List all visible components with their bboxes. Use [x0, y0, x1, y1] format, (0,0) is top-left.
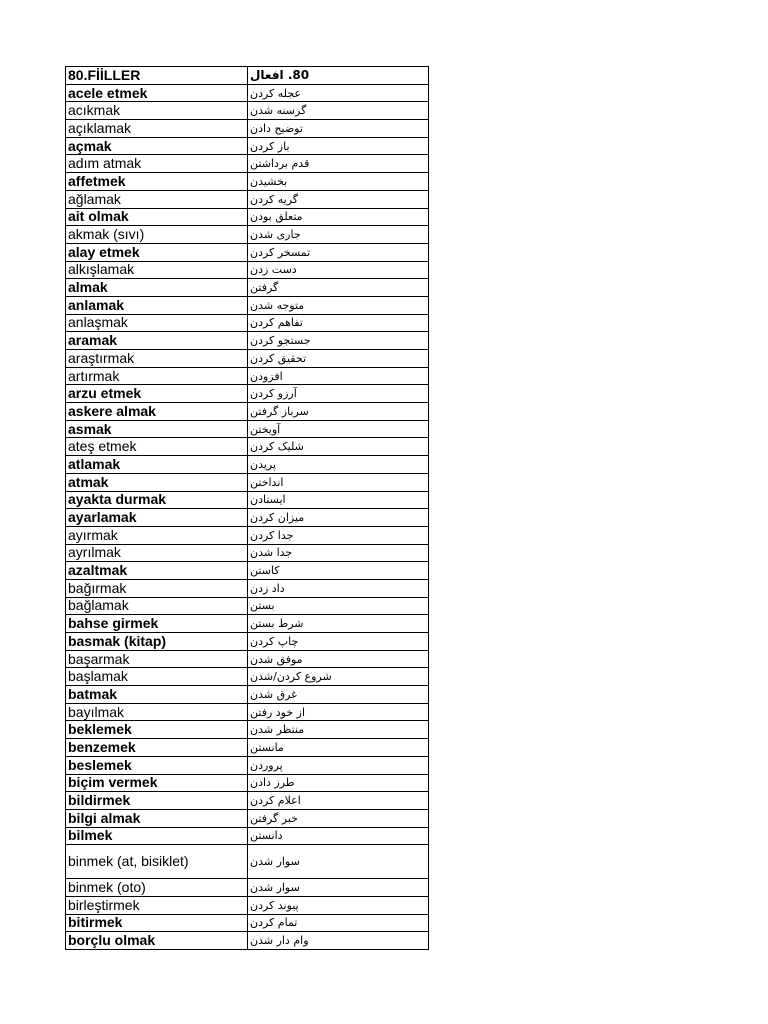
turkish-verb: birleştirmek [66, 896, 248, 914]
turkish-verb: bayılmak [66, 703, 248, 721]
table-row [66, 261, 429, 279]
table-row [66, 579, 429, 597]
turkish-verb: beslemek [66, 756, 248, 774]
table-row [66, 792, 429, 810]
table-row [66, 597, 429, 615]
turkish-verb: almak [66, 279, 248, 297]
table-row [66, 896, 429, 914]
turkish-verb: başlamak [66, 668, 248, 686]
turkish-verb: alkışlamak [66, 261, 248, 279]
persian-translation: آرزو کردن [248, 385, 429, 403]
table-row [66, 226, 429, 244]
table-row [66, 420, 429, 438]
table-row [66, 544, 429, 562]
turkish-verb: arzu etmek [66, 385, 248, 403]
persian-translation: پریدن [248, 456, 429, 474]
persian-translation: از خود رفتن [248, 703, 429, 721]
table-row [66, 686, 429, 704]
table-row [66, 739, 429, 757]
turkish-verb: başarmak [66, 650, 248, 668]
persian-translation: جدا شدن [248, 544, 429, 562]
persian-translation: شلیک کردن [248, 438, 429, 456]
table-row [66, 845, 429, 879]
turkish-verb: açmak [66, 137, 248, 155]
persian-translation: قدم برداشتن [248, 155, 429, 173]
table-row [66, 173, 429, 191]
table-row [66, 84, 429, 102]
persian-translation: افزودن [248, 367, 429, 385]
persian-translation: جاری شدن [248, 226, 429, 244]
table-row [66, 332, 429, 350]
persian-translation: آویختن [248, 420, 429, 438]
table-row [66, 438, 429, 456]
table-row [66, 914, 429, 932]
table-row [66, 509, 429, 527]
table-row [66, 190, 429, 208]
header-persian: 80. افعال [248, 67, 429, 85]
table-row [66, 137, 429, 155]
persian-translation: دانستن [248, 827, 429, 845]
turkish-verb: affetmek [66, 173, 248, 191]
table-row [66, 650, 429, 668]
table-row [66, 827, 429, 845]
vocabulary-sheet [65, 66, 428, 950]
turkish-verb: basmak (kitap) [66, 633, 248, 651]
table-row [66, 155, 429, 173]
table-row [66, 208, 429, 226]
turkish-verb: bahse girmek [66, 615, 248, 633]
persian-translation: باز کردن [248, 137, 429, 155]
persian-translation: دست زدن [248, 261, 429, 279]
table-row [66, 633, 429, 651]
turkish-verb: ayrılmak [66, 544, 248, 562]
persian-translation: خبر گرفتن [248, 809, 429, 827]
turkish-verb: atmak [66, 473, 248, 491]
table-row [66, 279, 429, 297]
turkish-verb: batmak [66, 686, 248, 704]
persian-translation: طرز دادن [248, 774, 429, 792]
turkish-verb: binmek (at, bisiklet) [66, 845, 248, 879]
persian-translation: گرسنه شدن [248, 102, 429, 120]
persian-translation: متعلق بودن [248, 208, 429, 226]
verb-table [65, 66, 429, 950]
persian-translation: متوجه شدن [248, 296, 429, 314]
persian-translation: توضیح دادن [248, 120, 429, 138]
persian-translation: میزان کردن [248, 509, 429, 527]
turkish-verb: acıkmak [66, 102, 248, 120]
table-row [66, 296, 429, 314]
turkish-verb: anlaşmak [66, 314, 248, 332]
turkish-verb: biçim vermek [66, 774, 248, 792]
persian-translation: کاستن [248, 562, 429, 580]
persian-translation: وام دار شدن [248, 932, 429, 950]
turkish-verb: aramak [66, 332, 248, 350]
turkish-verb: ait olmak [66, 208, 248, 226]
persian-translation: بستن [248, 597, 429, 615]
persian-translation: مانستن [248, 739, 429, 757]
persian-translation: شروع کردن/شدن [248, 668, 429, 686]
persian-translation: بخشیدن [248, 173, 429, 191]
turkish-verb: azaltmak [66, 562, 248, 580]
turkish-verb: artırmak [66, 367, 248, 385]
header-turkish: 80.FİİLLER [66, 67, 248, 85]
turkish-verb: benzemek [66, 739, 248, 757]
persian-translation: تحقیق کردن [248, 350, 429, 368]
turkish-verb: binmek (oto) [66, 879, 248, 897]
table-row [66, 774, 429, 792]
turkish-verb: açıklamak [66, 120, 248, 138]
persian-translation: پیوند کردن [248, 896, 429, 914]
table-row [66, 350, 429, 368]
table-row [66, 314, 429, 332]
table-row [66, 721, 429, 739]
turkish-verb: akmak (sıvı) [66, 226, 248, 244]
persian-translation: منتظر شدن [248, 721, 429, 739]
persian-translation: انداختن [248, 473, 429, 491]
turkish-verb: ağlamak [66, 190, 248, 208]
table-row [66, 385, 429, 403]
table-row [66, 367, 429, 385]
persian-translation: سوار شدن [248, 845, 429, 879]
persian-translation: گریه کردن [248, 190, 429, 208]
turkish-verb: bitirmek [66, 914, 248, 932]
turkish-verb: araştırmak [66, 350, 248, 368]
table-row [66, 403, 429, 421]
persian-translation: تفاهم کردن [248, 314, 429, 332]
table-row [66, 703, 429, 721]
persian-translation: داد زدن [248, 579, 429, 597]
persian-translation: گرفتن [248, 279, 429, 297]
table-row [66, 473, 429, 491]
persian-translation: پروردن [248, 756, 429, 774]
turkish-verb: beklemek [66, 721, 248, 739]
table-row [66, 668, 429, 686]
table-row [66, 615, 429, 633]
turkish-verb: anlamak [66, 296, 248, 314]
turkish-verb: alay etmek [66, 243, 248, 261]
table-row [66, 879, 429, 897]
table-row [66, 756, 429, 774]
persian-translation: شرط بستن [248, 615, 429, 633]
turkish-verb: atlamak [66, 456, 248, 474]
turkish-verb: bilgi almak [66, 809, 248, 827]
turkish-verb: borçlu olmak [66, 932, 248, 950]
turkish-verb: bilmek [66, 827, 248, 845]
table-row [66, 491, 429, 509]
persian-translation: عجله کردن [248, 84, 429, 102]
table-row [66, 526, 429, 544]
persian-translation: چاپ کردن [248, 633, 429, 651]
table-row [66, 120, 429, 138]
persian-translation: موفق شدن [248, 650, 429, 668]
table-row [66, 102, 429, 120]
turkish-verb: askere almak [66, 403, 248, 421]
turkish-verb: asmak [66, 420, 248, 438]
turkish-verb: ayakta durmak [66, 491, 248, 509]
turkish-verb: acele etmek [66, 84, 248, 102]
persian-translation: سرباز گرفتن [248, 403, 429, 421]
table-row [66, 809, 429, 827]
table-row [66, 562, 429, 580]
turkish-verb: ayırmak [66, 526, 248, 544]
persian-translation: اعلام کردن [248, 792, 429, 810]
turkish-verb: ayarlamak [66, 509, 248, 527]
turkish-verb: bildirmek [66, 792, 248, 810]
table-row [66, 243, 429, 261]
turkish-verb: bağırmak [66, 579, 248, 597]
table-row [66, 456, 429, 474]
persian-translation: تمسخر کردن [248, 243, 429, 261]
persian-translation: غرق شدن [248, 686, 429, 704]
turkish-verb: bağlamak [66, 597, 248, 615]
persian-translation: جستجو کردن [248, 332, 429, 350]
turkish-verb: ateş etmek [66, 438, 248, 456]
persian-translation: جدا کردن [248, 526, 429, 544]
turkish-verb: adım atmak [66, 155, 248, 173]
table-row [66, 932, 429, 950]
persian-translation: ایستادن [248, 491, 429, 509]
persian-translation: سوار شدن [248, 879, 429, 897]
table-header-row [66, 67, 429, 85]
persian-translation: تمام کردن [248, 914, 429, 932]
